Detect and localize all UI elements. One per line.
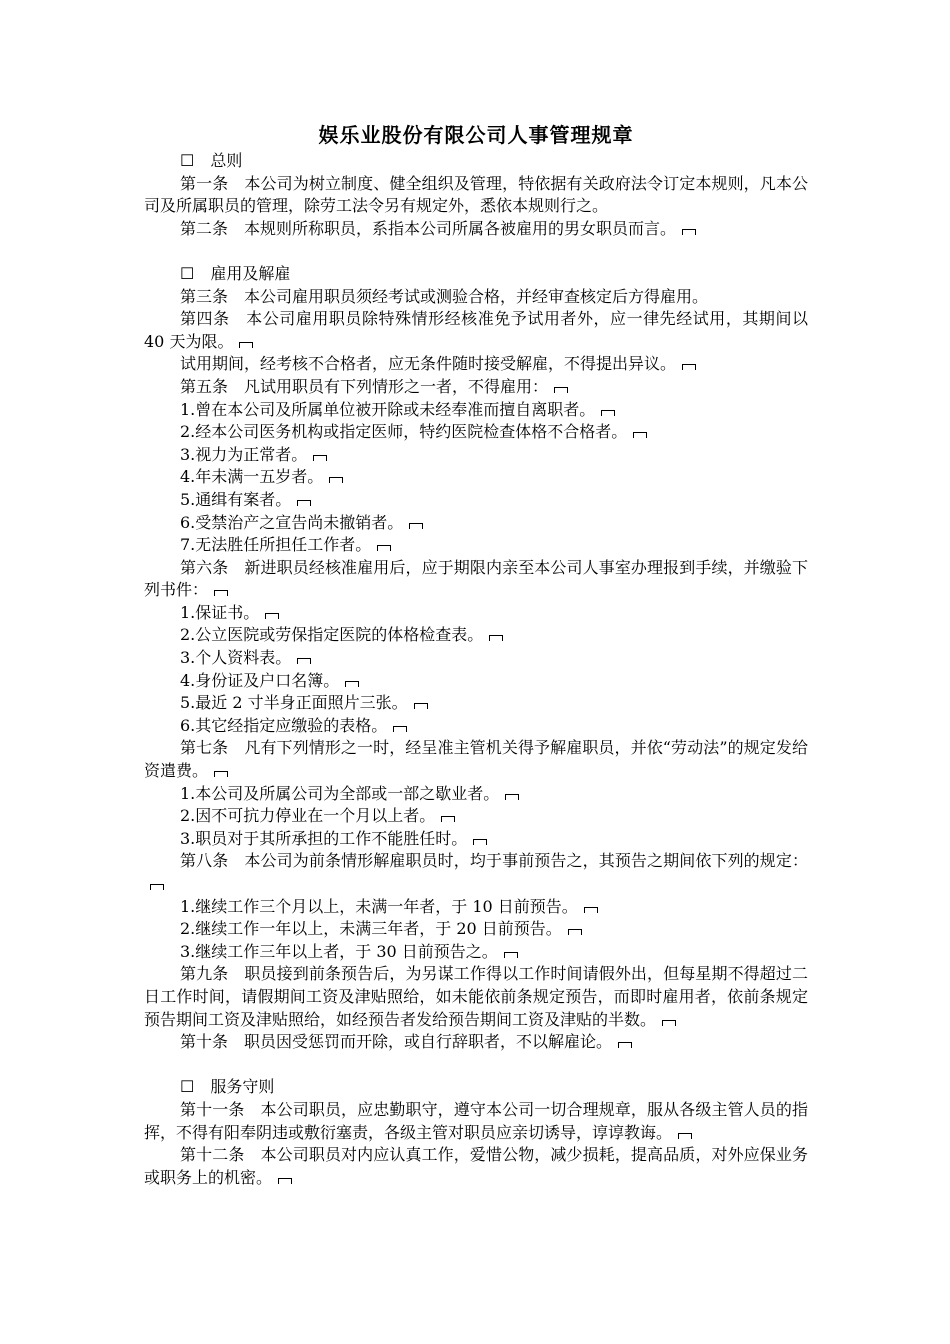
section-heading — [144, 150, 808, 173]
document-title: 娱乐业股份有限公司人事管理规章 — [318, 123, 634, 147]
paragraph-mark-icon — [678, 1133, 692, 1139]
paragraph — [144, 421, 808, 444]
paragraph-mark-icon — [278, 1178, 292, 1184]
paragraph-mark-icon — [265, 613, 279, 619]
paragraph-mark-icon — [214, 771, 228, 777]
paragraph-text: 试用期间，经考核不合格者，应无条件随时接受解雇，不得提出异议。 — [180, 354, 677, 374]
paragraph-mark-icon — [554, 387, 568, 393]
paragraph — [144, 715, 808, 738]
paragraph-text: 2.因不可抗力停业在一个月以上者。 — [180, 806, 436, 826]
paragraph — [144, 489, 808, 512]
paragraph-text: 第四条 本公司雇用职员除特殊情形经核准免予试用者外，应一律先经试用，其期间以 40 天为限。 — [144, 309, 808, 351]
paragraph-mark-icon — [409, 523, 423, 529]
paragraph — [144, 512, 808, 535]
paragraph — [144, 783, 808, 806]
paragraph — [144, 1144, 808, 1189]
paragraph — [144, 353, 808, 376]
paragraph-mark-icon — [414, 703, 428, 709]
paragraph — [144, 399, 808, 422]
paragraph-text: 3.职员对于其所承担的工作不能胜任时。 — [180, 828, 468, 848]
paragraph-mark-icon — [504, 952, 518, 958]
paragraph-text: 3.继续工作三年以上者，于 30 日前预告之。 — [180, 941, 498, 961]
paragraph — [144, 850, 808, 895]
paragraph — [144, 737, 808, 782]
paragraph-text: 第五条 凡试用职员有下列情形之一者，不得雇用： — [180, 376, 549, 396]
paragraph-text: 1.本公司及所属公司为全部或一部之歇业者。 — [180, 783, 500, 803]
paragraph-mark-icon — [682, 364, 696, 370]
paragraph-text: 第十二条 本公司职员对内应认真工作，爱惜公物，减少损耗，提高品质，对外应保业务或职务上的机密。 — [144, 1145, 808, 1187]
paragraph — [144, 692, 808, 715]
paragraph-mark-icon — [377, 545, 391, 551]
paragraph-mark-icon — [329, 477, 343, 483]
paragraph — [144, 963, 808, 1031]
paragraph-mark-icon — [633, 432, 647, 438]
paragraph — [144, 444, 808, 467]
paragraph-mark-icon — [618, 1042, 632, 1048]
paragraph-text: ☐ 雇用及解雇 — [180, 263, 291, 283]
paragraph — [144, 534, 808, 557]
paragraph — [144, 1031, 808, 1054]
paragraph-mark-icon — [601, 410, 615, 416]
paragraph — [144, 896, 808, 919]
paragraph-text: 2.经本公司医务机构或指定医师，特约医院检查体格不合格者。 — [180, 422, 628, 442]
paragraph-mark-icon — [297, 500, 311, 506]
paragraph — [144, 918, 808, 941]
paragraph-text: 第一条 本公司为树立制度、健全组织及管理，特依据有关政府法令订定本规则，凡本公司及所属职员的管理，除劳工法令另有规定外，悉依本规则行之。 — [144, 173, 808, 216]
paragraph-text: 第九条 职员接到前条预告后，为另谋工作得以工作时间请假外出，但每星期不得超过二日工作时间，请假期间工资及津贴照给，如未能依前条规定预告，而即时雇用者，依前条规定预告期间工资及津贴照给，如经预告者发给预告期间工资及津贴的半数。 — [144, 964, 808, 1029]
paragraph-mark-icon — [239, 342, 253, 348]
paragraph — [144, 218, 808, 241]
paragraph-mark-icon — [441, 816, 455, 822]
paragraph-text: 1.保证书。 — [180, 602, 260, 622]
paragraph-mark-icon — [662, 1020, 676, 1026]
paragraph-text: 6.其它经指定应缴验的表格。 — [180, 715, 388, 735]
paragraph-text: 2.继续工作一年以上，未满三年者，于 20 日前预告。 — [180, 919, 562, 939]
paragraph-mark-icon — [568, 929, 582, 935]
paragraph-text: 第二条 本规则所称职员，系指本公司所属各被雇用的男女职员而言。 — [180, 218, 677, 238]
paragraph-text: 3.视力为正常者。 — [180, 444, 308, 464]
paragraph-text: 第八条 本公司为前条情形解雇职员时，均于事前预告之，其预告之期间依下列的规定： — [180, 851, 808, 871]
paragraph-text: 1.曾在本公司及所属单位被开除或未经奉准而擅自离职者。 — [180, 399, 596, 419]
paragraph — [144, 670, 808, 693]
section-heading — [144, 1076, 808, 1099]
paragraph-text: 3.个人资料表。 — [180, 648, 292, 668]
paragraph — [144, 602, 808, 625]
paragraph — [144, 376, 808, 399]
paragraph-text: 第十条 职员因受惩罚而开除，或自行辞职者，不以解雇论。 — [180, 1032, 613, 1052]
paragraph-mark-icon — [393, 726, 407, 732]
paragraph-text: 2.公立医院或劳保指定医院的体格检查表。 — [180, 625, 484, 645]
paragraph-mark-icon — [682, 229, 696, 235]
paragraph — [144, 1099, 808, 1144]
paragraph-text: 第十一条 本公司职员，应忠勤职守，遵守本公司一切合理规章，服从各级主管人员的指挥，不得有阳奉阴违或敷衍塞责，各级主管对职员应亲切诱导，谆谆教诲。 — [144, 1099, 808, 1142]
paragraph — [144, 557, 808, 602]
paragraph-text: 7.无法胜任所担任工作者。 — [180, 535, 372, 555]
paragraph-mark-icon — [214, 590, 228, 596]
paragraph-text: 4.身份证及户口名簿。 — [180, 670, 340, 690]
paragraph — [144, 466, 808, 489]
paragraph — [144, 308, 808, 353]
paragraph-mark-icon — [345, 681, 359, 687]
paragraph-text: 5.最近 2 寸半身正面照片三张。 — [180, 693, 408, 713]
paragraph-mark-icon — [150, 884, 164, 890]
paragraph-text: ☐ 服务守则 — [180, 1077, 275, 1097]
paragraph-text: 第七条 凡有下列情形之一时，经呈准主管机关得予解雇职员，并依“劳动法”的规定发给资遣费。 — [144, 738, 808, 781]
paragraph-mark-icon — [489, 635, 503, 641]
paragraph-text: 1.继续工作三个月以上，未满一年者，于 10 日前预告。 — [180, 896, 578, 916]
paragraph — [144, 286, 808, 309]
paragraph-text: 第六条 新进职员经核准雇用后，应于期限内亲至本公司人事室办理报到手续，并缴验下列书件： — [144, 557, 808, 600]
paragraph — [144, 173, 808, 218]
paragraph — [144, 624, 808, 647]
paragraph-text: 4.年未满一五岁者。 — [180, 467, 324, 487]
paragraph-text: 6.受禁治产之宣告尚未撤销者。 — [180, 512, 404, 532]
paragraph — [144, 828, 808, 851]
paragraph-mark-icon — [473, 839, 487, 845]
paragraph-text: 5.通缉有案者。 — [180, 489, 292, 509]
paragraph-mark-icon — [505, 794, 519, 800]
paragraph-mark-icon — [297, 658, 311, 664]
paragraph-mark-icon — [584, 907, 598, 913]
paragraph — [144, 805, 808, 828]
paragraph-text: 第三条 本公司雇用职员须经考试或测验合格，并经审查核定后方得雇用。 — [180, 286, 709, 306]
paragraph — [144, 647, 808, 670]
document-page — [144, 120, 808, 1189]
section-heading — [144, 263, 808, 286]
paragraph-mark-icon — [313, 455, 327, 461]
document-body — [144, 150, 808, 1189]
paragraph-text: ☐ 总则 — [180, 151, 243, 170]
paragraph — [144, 941, 808, 964]
